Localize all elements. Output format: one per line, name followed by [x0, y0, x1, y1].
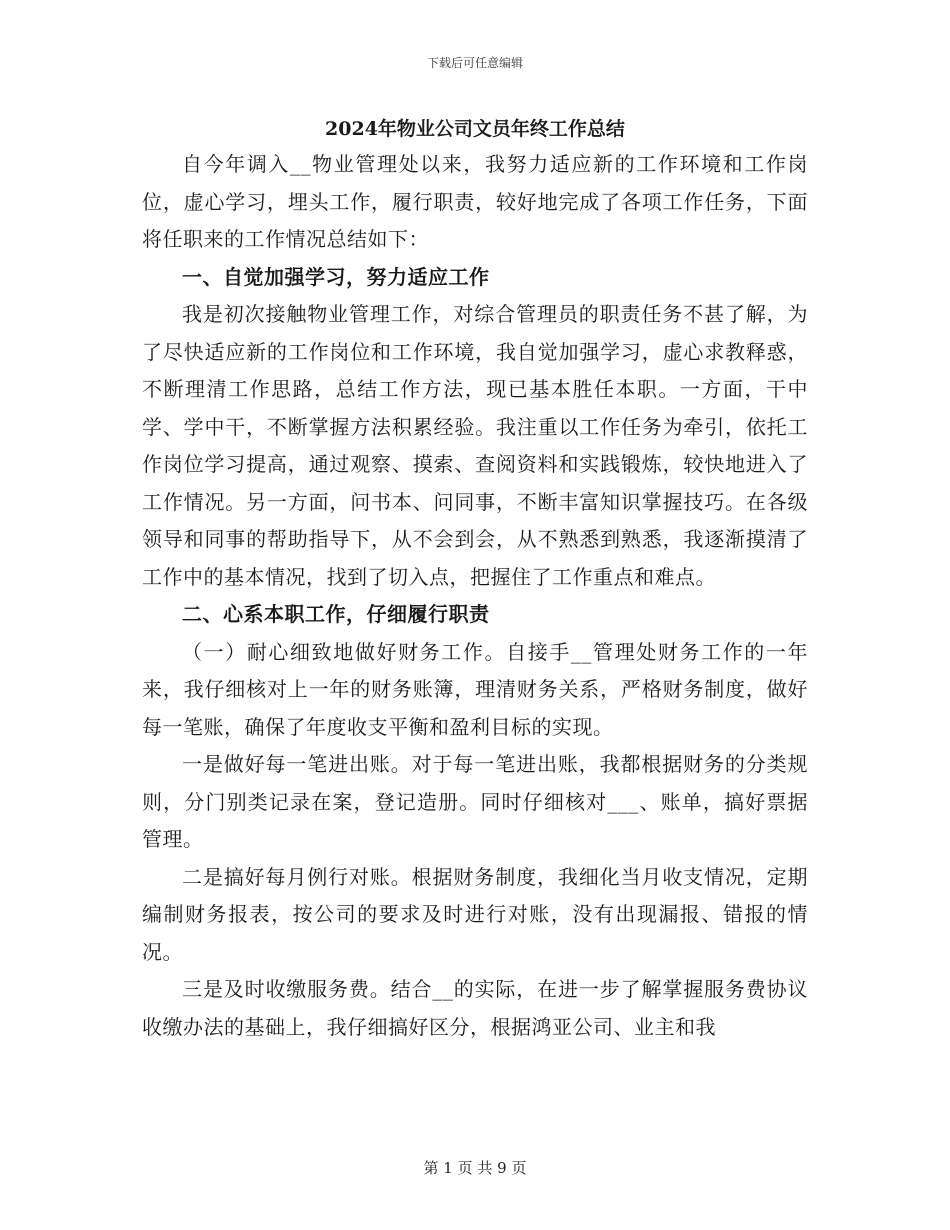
intro-paragraph: 自今年调入__物业管理处以来，我努力适应新的工作环境和工作岗位，虚心学习，埋头工作，履行职责，较好地完成了各项工作任务，下面将任职来的工作情况总结如下：	[142, 152, 808, 251]
section-2-paragraph-1: （一）耐心细致地做好财务工作。自接手__管理处财务工作的一年来，我仔细核对上一年的财务账簿，理清财务关系，严格财务制度，做好每一笔账，确保了年度收支平衡和盈利目标的实现。	[142, 639, 808, 739]
document-title: 2024年物业公司文员年终工作总结	[325, 118, 625, 140]
page-number-footer: 第 1 页 共 9 页	[423, 1159, 527, 1177]
section-2-paragraph-2: 一是做好每一笔进出账。对于每一笔进出账，我都根据财务的分类规则，分门别类记录在案，登记造册。同时仔细核对___、账单，搞好票据管理。	[142, 752, 808, 851]
section-2-heading: 二、心系本职工作，仔细履行职责	[182, 602, 490, 626]
section-1-paragraph: 我是初次接触物业管理工作，对综合管理员的职责任务不甚了解，为了尽快适应新的工作岗位和工作环境，我自觉加强学习，虚心求教释惑，不断理清工作思路，总结工作方法，现已基本胜任本职。一方面，干中学、学中干，不断掌握方法积累经验。我注重以工作任务为牵引，依托工作岗位学习提高，通过观察、摸索、查阅资料和实践锻炼，较快地进入了工作情况。另一方面，问书本、问同事，不断丰富知识掌握技巧。在各级领导和同事的帮助指导下，从不会到会，从不熟悉到熟悉，我逐渐摸清了工作中的基本情况，找到了切入点，把握住了工作重点和难点。	[142, 302, 808, 589]
page-header-note: 下载后可任意编辑	[426, 56, 523, 70]
section-2-paragraph-3: 二是搞好每月例行对账。根据财务制度，我细化当月收支情况，定期编制财务报表，按公司的要求及时进行对账，没有出现漏报、错报的情况。	[142, 864, 808, 964]
document-body	[142, 112, 808, 1046]
section-2-paragraph-4: 三是及时收缴服务费。结合__的实际，在进一步了解掌握服务费协议收缴办法的基础上，我仔细搞好区分，根据鸿亚公司、业主和我	[142, 977, 808, 1039]
section-1-heading: 一、自觉加强学习，努力适应工作	[182, 264, 490, 289]
